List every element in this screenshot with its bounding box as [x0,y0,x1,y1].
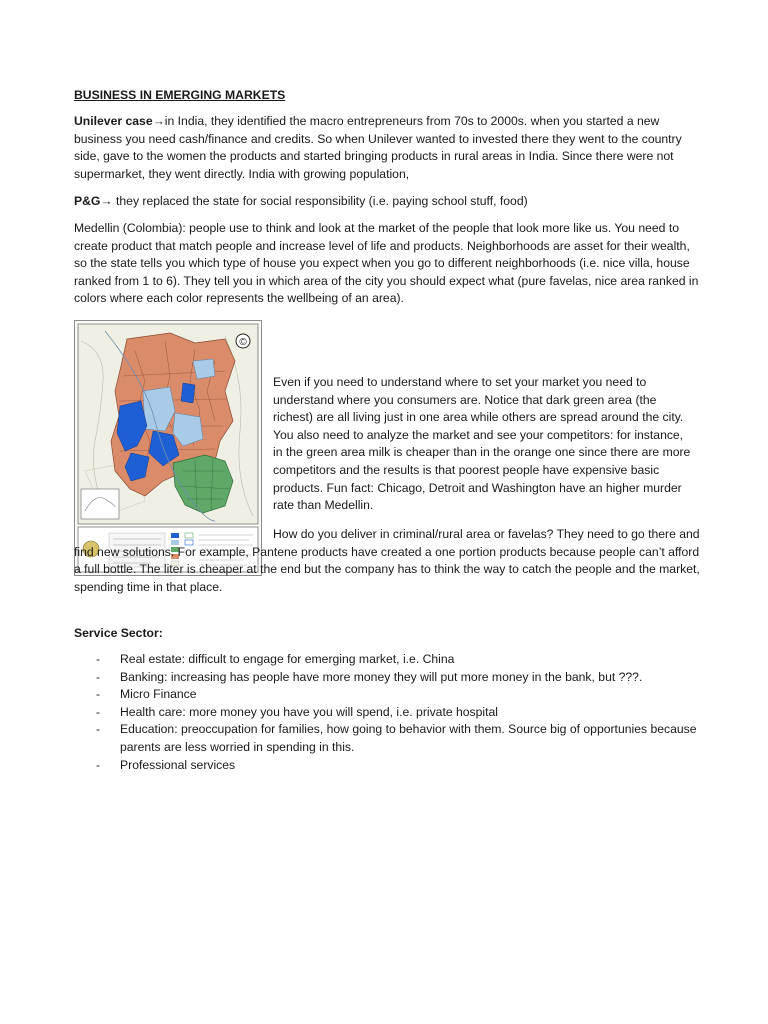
dash-bullet: - [96,757,101,772]
dash-bullet: - [96,704,101,719]
service-sector-heading: Service Sector: [74,626,163,640]
list-item-text: Banking: increasing has people have more money they will put more money in the bank, but ???. [120,669,643,684]
map-commentary-paragraph: Even if you need to understand where to set your market you need to understand where you consumers are. Notice that dark green area (the richest) are all living just in one area while others are spread around the city. You also need to analyze the market and see your competitors: for instance, in the green area milk is cheaper than in the orange one since there are more competitors and the results is that poorest people have expensive basic products. Fun fact: Chicago, Detroit and Washington have an higher murder rate than Medellin. [273,375,691,513]
list-item [90,651,700,669]
delivery-paragraph: How do you deliver in criminal/rural area or favelas? They need to go there and find new solutions. For example, Pantene products have created a one portion products because people can’t afford a full bottle. The liter is cheaper at the end but the company has to think the way to catch the people and the market, spending time in that place. [74,527,700,594]
right-arrow-icon: → [152,114,165,128]
list-item-text: Education: preoccupation for families, how going to behavior with them. Source big of opportunies because parents are less worried in spending in this. [120,722,697,754]
unilever-paragraph [74,113,700,183]
unilever-text: in India, they identified the macro entrepreneurs from 70s to 2000s. when you started a new business you need cash/finance and credits. So when Unilever wanted to invested there they went to the country side, gave to the women the products and started bringing products in rural areas in India. Since there were not supermarket, they went directly. India with growing population, [74,114,682,181]
unilever-lead-text: Unilever case [74,114,153,128]
pg-paragraph [74,193,700,211]
copyright-icon: © [239,337,247,348]
pg-text: they replaced the state for social responsibility (i.e. paying school stuff, food) [112,194,528,208]
list-item [90,686,700,704]
dash-bullet: - [96,669,101,684]
pg-lead [74,194,113,208]
list-item-text: Micro Finance [120,687,197,702]
list-item [90,757,700,775]
unilever-lead [74,114,165,128]
service-list [90,651,700,774]
list-item-text: Health care: more money you have you will spend, i.e. private hospital [120,704,499,719]
medellin-paragraph: Medellin (Colombia): people use to think and look at the market of the people that look more like us. You need to create product that match people and increase level of life and products. Neighborhoods are asset for their wealth, so the state tells you which type of house you expect when you go to different neighborhoods (i.e. nice villa, house ranked from 1 to 6). They tell you in which area of the city you should expect what (pure favelas, nice area ranked in colors where each color represents the wellbeing of an area). [74,221,699,306]
document-title: BUSINESS IN EMERGING MARKETS [74,88,286,102]
list-item-text: Real estate: difficult to engage for emerging market, i.e. China [120,652,455,666]
dash-bullet: - [96,687,101,702]
list-item [90,669,700,687]
list-item [90,704,700,722]
pg-lead-text: P&G [74,194,101,208]
dash-bullet: - [96,652,101,666]
list-item [90,721,700,756]
list-item-text: Professional services [120,757,236,772]
right-arrow-icon: → [100,194,113,208]
inset-map [81,489,119,519]
dash-bullet: - [96,722,101,737]
